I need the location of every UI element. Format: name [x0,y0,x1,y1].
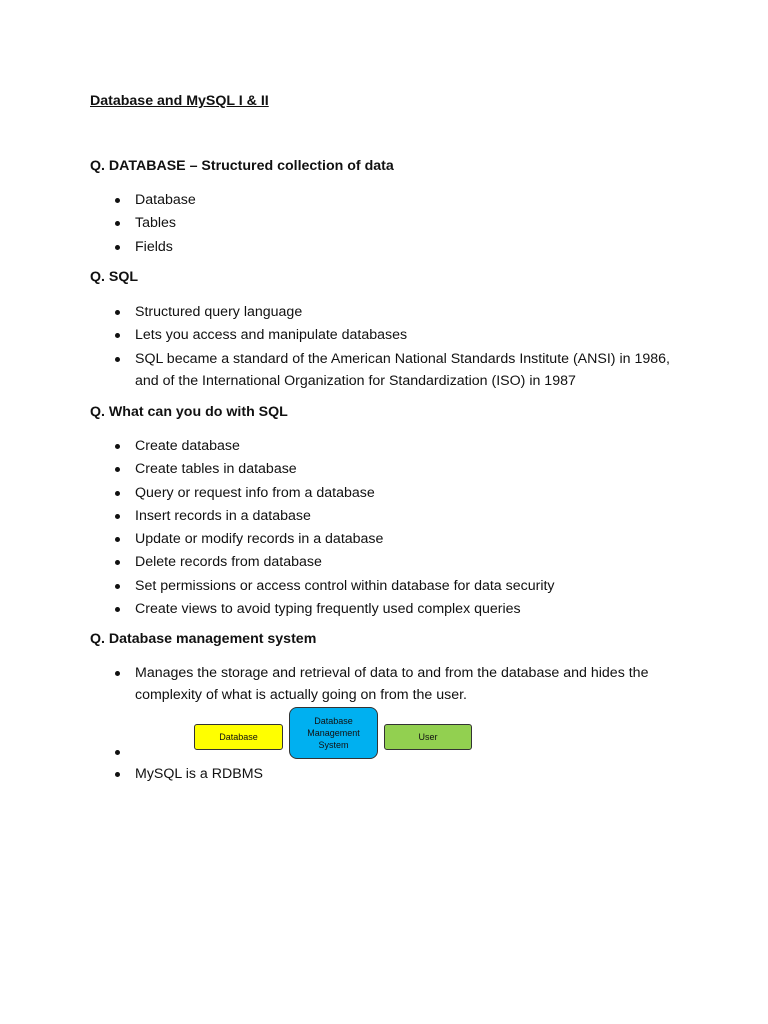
list-database [90,189,680,259]
list-item-diagram [90,707,680,759]
list-item: Tables [90,212,680,234]
diagram-database-box: Database [194,724,283,750]
list-item: Fields [90,236,680,258]
dbms-diagram [135,707,680,759]
list-item: Structured query language [90,301,680,323]
list-item: Create tables in database [90,458,680,480]
list-item: Update or modify records in a database [90,528,680,550]
list-item: Create views to avoid typing frequently used complex queries [90,598,680,620]
list-item: Set permissions or access control within database for data security [90,575,680,597]
heading-database: Q. DATABASE – Structured collection of data [90,158,394,174]
list-item: Delete records from database [90,551,680,573]
list-item: Query or request info from a database [90,482,680,504]
heading-dbms: Q. Database management system [90,631,317,647]
heading-what-sql: Q. What can you do with SQL [90,404,288,420]
document-title: Database and MySQL I & II [90,93,269,109]
list-what-sql [90,435,680,621]
list-dbms [90,662,680,787]
list-item: Create database [90,435,680,457]
list-item: Lets you access and manipulate databases [90,324,680,346]
list-item: Insert records in a database [90,505,680,527]
list-item: Database [90,189,680,211]
list-item: SQL became a standard of the American National Standards Institute (ANSI) in 1986, and of the International Organization for Standardization (ISO) in 1987 [90,348,680,392]
list-item: Manages the storage and retrieval of data to and from the database and hides the complexity of what is actually going on from the user. [90,662,680,706]
list-sql [90,301,680,393]
heading-sql: Q. SQL [90,269,139,285]
diagram-dbms-box: Database Management System [289,707,378,759]
diagram-user-box: User [384,724,472,750]
list-item: MySQL is a RDBMS [90,763,680,785]
